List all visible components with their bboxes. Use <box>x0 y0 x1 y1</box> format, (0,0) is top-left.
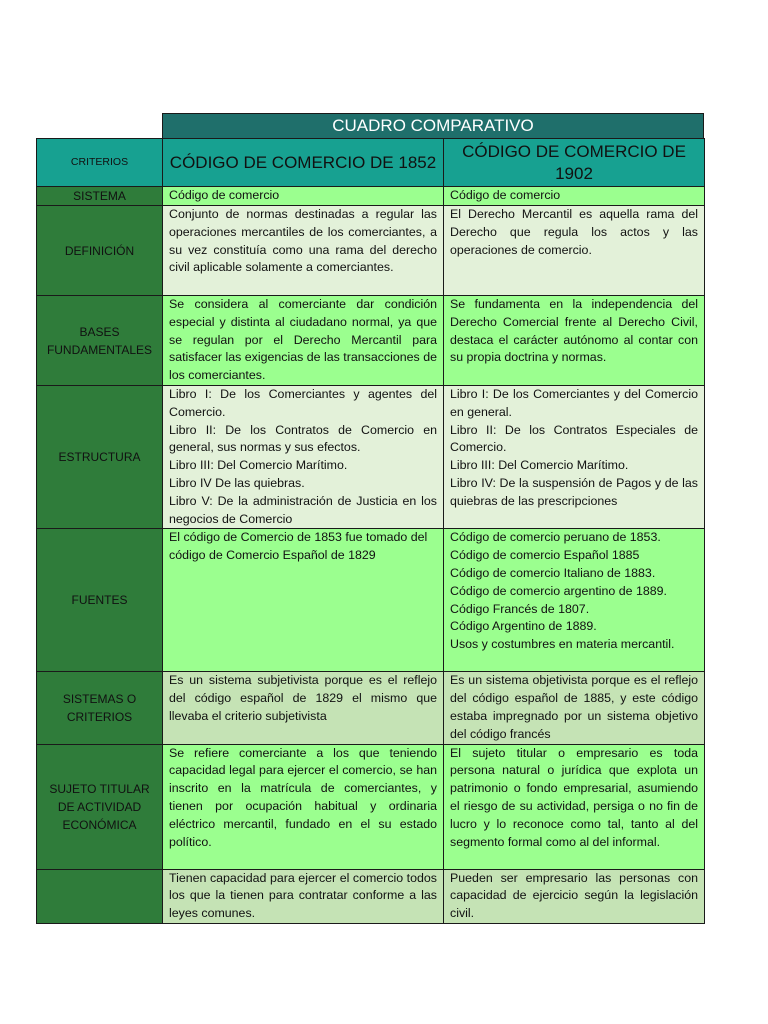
table-row <box>37 529 705 672</box>
comparison-table <box>36 138 705 924</box>
list-item: Código de comercio Español 1885 <box>450 548 640 563</box>
table-row <box>37 296 705 386</box>
cell-1852: Es un sistema subjetivista porque es el reflejo del código español de 1829 el mismo que llevaba el criterio subjetivista <box>163 672 444 744</box>
cell-1852: Tienen capacidad para ejercer el comercio todos los que la tienen para contratar conforme a las leyes comunes. <box>163 869 444 923</box>
list-item: Libro III: Del Comercio Marítimo. <box>450 458 629 473</box>
criterio-sujeto: SUJETO TITULAR DE ACTIVIDAD ECONÓMICA <box>37 744 163 869</box>
cell-1902 <box>444 386 705 529</box>
header-row <box>37 139 705 187</box>
cell-1902: Se fundamenta en la independencia del Derecho Comercial frente al Derecho Civil, destaca el carácter autónomo al contar con su propia doctrina y normas. <box>444 296 705 386</box>
cell-1852: Se refiere comerciante a los que teniendo capacidad legal para ejercer el comercio, se han inscrito en la matrícula de comerciantes, y tienen por ocupación habitual y ordinaria eléctrico mercantil, fundado en el su estado político. <box>163 744 444 869</box>
list-item: Libro I: De los Comerciantes y del Comercio en general. <box>450 387 698 419</box>
list-item: Libro I: De los Comerciantes y agentes del Comercio. <box>169 387 437 419</box>
criterio-bases: BASES FUNDAMENTALES <box>37 296 163 386</box>
list-item: Código Argentino de 1889. <box>450 619 597 634</box>
list-item: Libro III: Del Comercio Marítimo. <box>169 458 348 473</box>
criterio-sistema: SISTEMA <box>37 187 163 206</box>
table-row <box>37 672 705 744</box>
list-item: Código de comercio Italiano de 1883. <box>450 565 656 580</box>
table-row <box>37 744 705 869</box>
criterio-fuentes: FUENTES <box>37 529 163 672</box>
code-1852-header: CÓDIGO DE COMERCIO DE 1852 <box>163 139 444 187</box>
list-item: Código de comercio argentino de 1889. <box>450 583 667 598</box>
list-item: Código de comercio peruano de 1853. <box>450 530 661 545</box>
cell-1852: Se considera al comerciante dar condición especial y distinta al ciudadano normal, ya que se regulan por el Derecho Mercantil para satisfacer las exigencias de las transacciones de los comerciantes. <box>163 296 444 386</box>
list-item: Libro IV: De la suspensión de Pagos y de las quiebras de las prescripciones <box>450 475 698 508</box>
criterios-header: CRITERIOS <box>37 139 163 187</box>
criterio-sistemas: SISTEMAS O CRITERIOS <box>37 672 163 744</box>
cell-1902 <box>444 529 705 672</box>
table-title: CUADRO COMPARATIVO <box>162 113 704 139</box>
table-row <box>37 869 705 923</box>
criterio-estructura: ESTRUCTURA <box>37 386 163 529</box>
cell-1852 <box>163 386 444 529</box>
criterio-empty <box>37 869 163 923</box>
table-row <box>37 386 705 529</box>
cell-1902: Código de comercio <box>444 187 705 206</box>
cell-1902: Es un sistema objetivista porque es el reflejo del código español de 1885, y este código estaba impregnado por un sistema objetivo del código francés <box>444 672 705 744</box>
cell-1902: Pueden ser empresario las personas con capacidad de ejercicio según la legislación civil. <box>444 869 705 923</box>
code-1902-header: CÓDIGO DE COMERCIO DE 1902 <box>444 139 705 187</box>
list-item: Libro II: De los Contratos Especiales de Comercio. <box>450 422 698 455</box>
cell-1852: Código de comercio <box>163 187 444 206</box>
table-row <box>37 187 705 206</box>
cell-1852: Conjunto de normas destinadas a regular las operaciones mercantiles de los comerciantes, a su vez constituía como una rama del derecho civil aplicable solamente a comerciantes. <box>163 206 444 296</box>
list-item: Usos y costumbres en materia mercantil. <box>450 637 675 652</box>
list-item: Libro II: De los Contratos de Comercio en general, sus normas y sus efectos. <box>169 422 437 455</box>
cell-1902: El Derecho Mercantil es aquella rama del Derecho que regula los actos y las operaciones de comercio. <box>444 206 705 296</box>
criterio-definicion: DEFINICIÓN <box>37 206 163 296</box>
cell-1852: El código de Comercio de 1853 fue tomado del código de Comercio Español de 1829 <box>163 529 444 672</box>
table-row <box>37 206 705 296</box>
list-item: Libro V: De la administración de Justicia en los negocios de Comercio <box>169 493 437 526</box>
cell-1902: El sujeto titular o empresario es toda persona natural o jurídica que explota un patrimonio o fondo empresarial, asumiendo el riesgo de su actividad, persiga o no fin de lucro y lo reconoce como tal, tanto al del segmento formal como al del informal. <box>444 744 705 869</box>
list-item: Código Francés de 1807. <box>450 601 590 616</box>
list-item: Libro IV De las quiebras. <box>169 475 305 490</box>
